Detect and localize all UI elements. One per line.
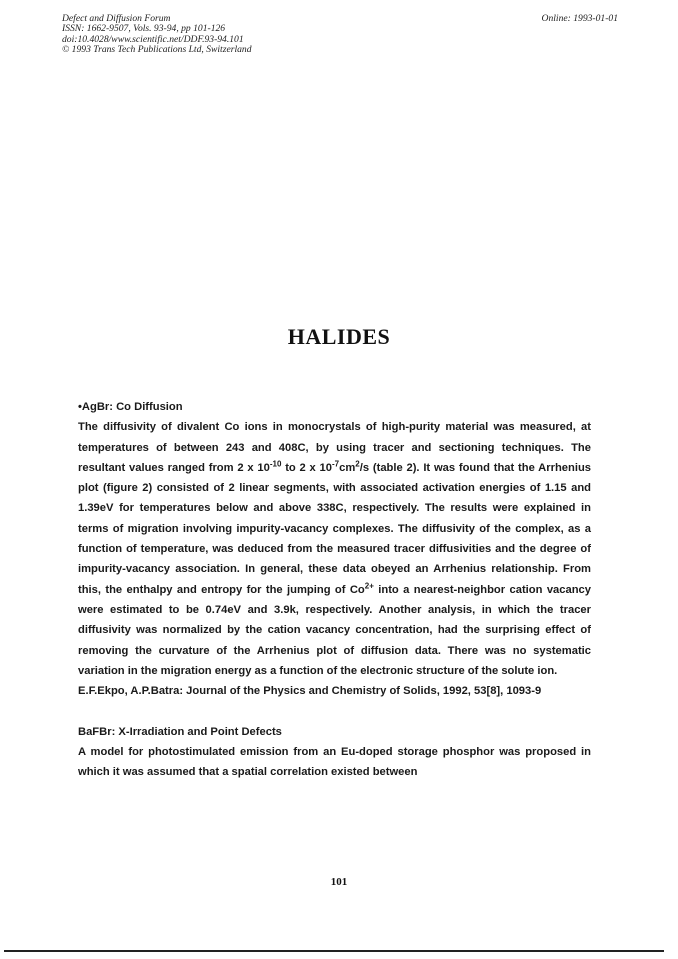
exponent: 2+: [364, 580, 374, 590]
online-date: Online: 1993-01-01: [541, 13, 618, 24]
section-title: HALIDES: [287, 324, 391, 349]
text-segment: /s (table 2). It was found that the Arrhenius plot (figure 2) consisted of 2 linear segments, with associated activation energies of 1.15 and 1.39eV for temperatures below and above 338C, respectively. The results were explained in terms of migration involving impurity-vacancy complexes. The diffusivity of the complex, as a function of temperature, was deduced from the measured tracer diffusivities and the degree of impurity-vacancy association. In general, these data obeyed an Arrhenius relationship. From this, the enthalpy and entropy for the jumping of Co: [78, 461, 592, 596]
exponent: 2: [355, 459, 360, 469]
issn-line: ISSN: 1662-9507, Vols. 93-94, pp 101-126: [62, 23, 226, 35]
journal-header: [62, 14, 252, 56]
exponent: -7: [332, 459, 340, 469]
text-segment: The diffusivity of divalent Co ions in monocrystals of high-purity material was measured, at temperatures of between 243 and 408C, by using tracer and sectioning techniques. The resultant values ranged from 2 x 10: [78, 421, 591, 474]
journal-name: Defect and Diffusion Forum: [62, 13, 171, 24]
entry-reference-agbr: E.F.Ekpo, A.P.Batra: Journal of the Physics and Chemistry of Solids, 1992, 53[8], 1093-9: [78, 685, 542, 698]
text-segment: into a nearest-neighbor cation vacancy were estimated to be 0.74eV and 3.9k, respectively. Another analysis, in which the tracer diffusivity was normalized by the cation vacancy concentration, had the surprising effect of removing the curvature of the Arrhenius plot of diffusion data. There was no systematic variation in the migration energy as a function of the electronic structure of the solute ion.: [78, 583, 591, 677]
text-segment: to 2 x 10: [281, 461, 332, 474]
copyright-line: © 1993 Trans Tech Publications Ltd, Switzerland: [62, 44, 252, 56]
entry-paragraph-bafbr: A model for photostimulated emission from an Eu-doped storage phosphor was proposed in which it was assumed that a spatial correlation existed between: [78, 746, 591, 779]
exponent: -10: [269, 459, 282, 469]
footer-rule: [4, 950, 664, 952]
entry-heading-bafbr: BaFBr: X-Irradiation and Point Defects: [78, 725, 282, 738]
spacer: [78, 701, 591, 721]
entry-paragraph-agbr: [78, 417, 591, 681]
text-segment: cm: [339, 461, 356, 474]
article-body: [78, 397, 591, 783]
page-number: 101: [330, 876, 348, 888]
entry-heading-agbr: •AgBr: Co Diffusion: [78, 401, 183, 413]
doi-link[interactable]: doi:10.4028/www.scientific.net/DDF.93-94.101: [62, 33, 244, 45]
